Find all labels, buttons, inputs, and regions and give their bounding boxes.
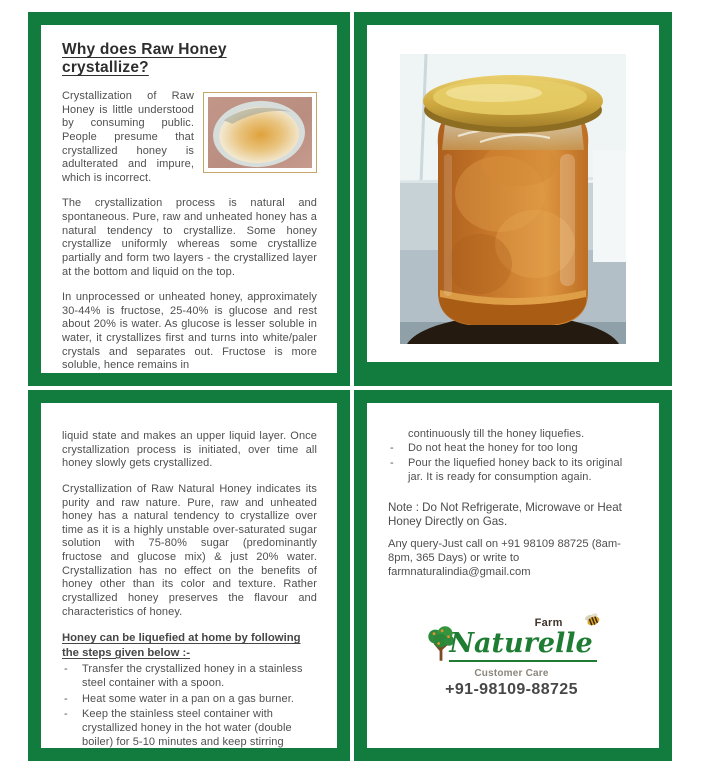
- paragraph-purity: Crystallization of Raw Natural Honey indicates its purity and raw nature. Pure, raw and unheated honey has a natural tendency to crystallize over time as it is a highly unstable over-saturated sugar solution with 75-80% sugar (predominantly fructose and glucose mix) & just 20% water. Crystallization has no effect on the benefits of honey other than its color and texture. Rather crystallized honey preserves the flavour and characteristics of honey.: [62, 482, 317, 618]
- page-title: Why does Raw Honey crystallize?: [62, 41, 227, 76]
- liquefy-heading: Honey can be liquefied at home by following the steps given below :-: [62, 632, 301, 659]
- bee-icon: [583, 612, 603, 628]
- customer-care-phone: +91-98109-88725: [445, 681, 578, 699]
- paragraph-intro: Crystallization of Raw Honey is little understood by consuming public. People presume that crystallized honey is adulterated and impure, which is incorrect.: [62, 90, 317, 185]
- paragraph-liquid-layer: liquid state and makes an upper liquid layer. Once crystallization process is initiated, over time all honey slowly gets crystallized.: [62, 430, 317, 470]
- paragraph-process: The crystallization process is natural and spontaneous. Pure, raw and unheated honey has a natural tendency to crystallize. Some honey crystallize uniformly whereas some crystallize partially and form two layers - the crystallized layer at the bottom and liquid on the top.: [62, 197, 317, 278]
- list-item: - Transfer the crystallized honey in a stainless steel container with a spoon.: [62, 663, 314, 690]
- panel-jar-photo: [354, 12, 672, 386]
- contact-query-text: Any query-Just call on +91 98109 88725 (8am-8pm, 365 Days) or write to farmnaturalindia@gmail.com: [388, 538, 621, 579]
- list-item: - Keep the stainless steel container with crystallized honey in the hot water (double boiler) for 5-10 minutes and keep stirring: [62, 708, 314, 749]
- farm-naturelle-logo: [388, 617, 635, 699]
- logo-farm-label: Farm: [534, 617, 563, 630]
- crystallized-honey-photo: [203, 92, 317, 173]
- liquefy-steps-list-continued: [388, 442, 635, 485]
- note-text: Note : Do Not Refrigerate, Microwave or Heat Honey Directly on Gas.: [388, 500, 622, 529]
- liquefy-steps-list: [62, 663, 317, 749]
- panel-instructions-contact: [354, 390, 672, 761]
- list-item: - Heat some water in a pan on a gas burner.: [62, 693, 314, 707]
- customer-care-label: Customer Care: [474, 668, 549, 680]
- step-continuation: continuously till the honey liquefies.: [408, 428, 585, 440]
- list-item: - Pour the liquefied honey back to its original jar. It is ready for consumption again.: [388, 457, 635, 484]
- panel-why-crystallize: [28, 12, 350, 386]
- panel-crystallization-info: [28, 390, 350, 761]
- honey-jar-photo: [400, 54, 626, 344]
- paragraph-composition: In unprocessed or unheated honey, approximately 30-44% is fructose, 25-40% is glucose and rest about 20% is water. As glucose is lesser soluble in water, it crystallizes first and turns into white/paler crystals and separates out. Fructose is more soluble, hence remains in: [62, 291, 317, 372]
- logo-naturelle-wordmark: Naturelle: [449, 628, 596, 662]
- list-item: - Do not heat the honey for too long: [388, 442, 635, 456]
